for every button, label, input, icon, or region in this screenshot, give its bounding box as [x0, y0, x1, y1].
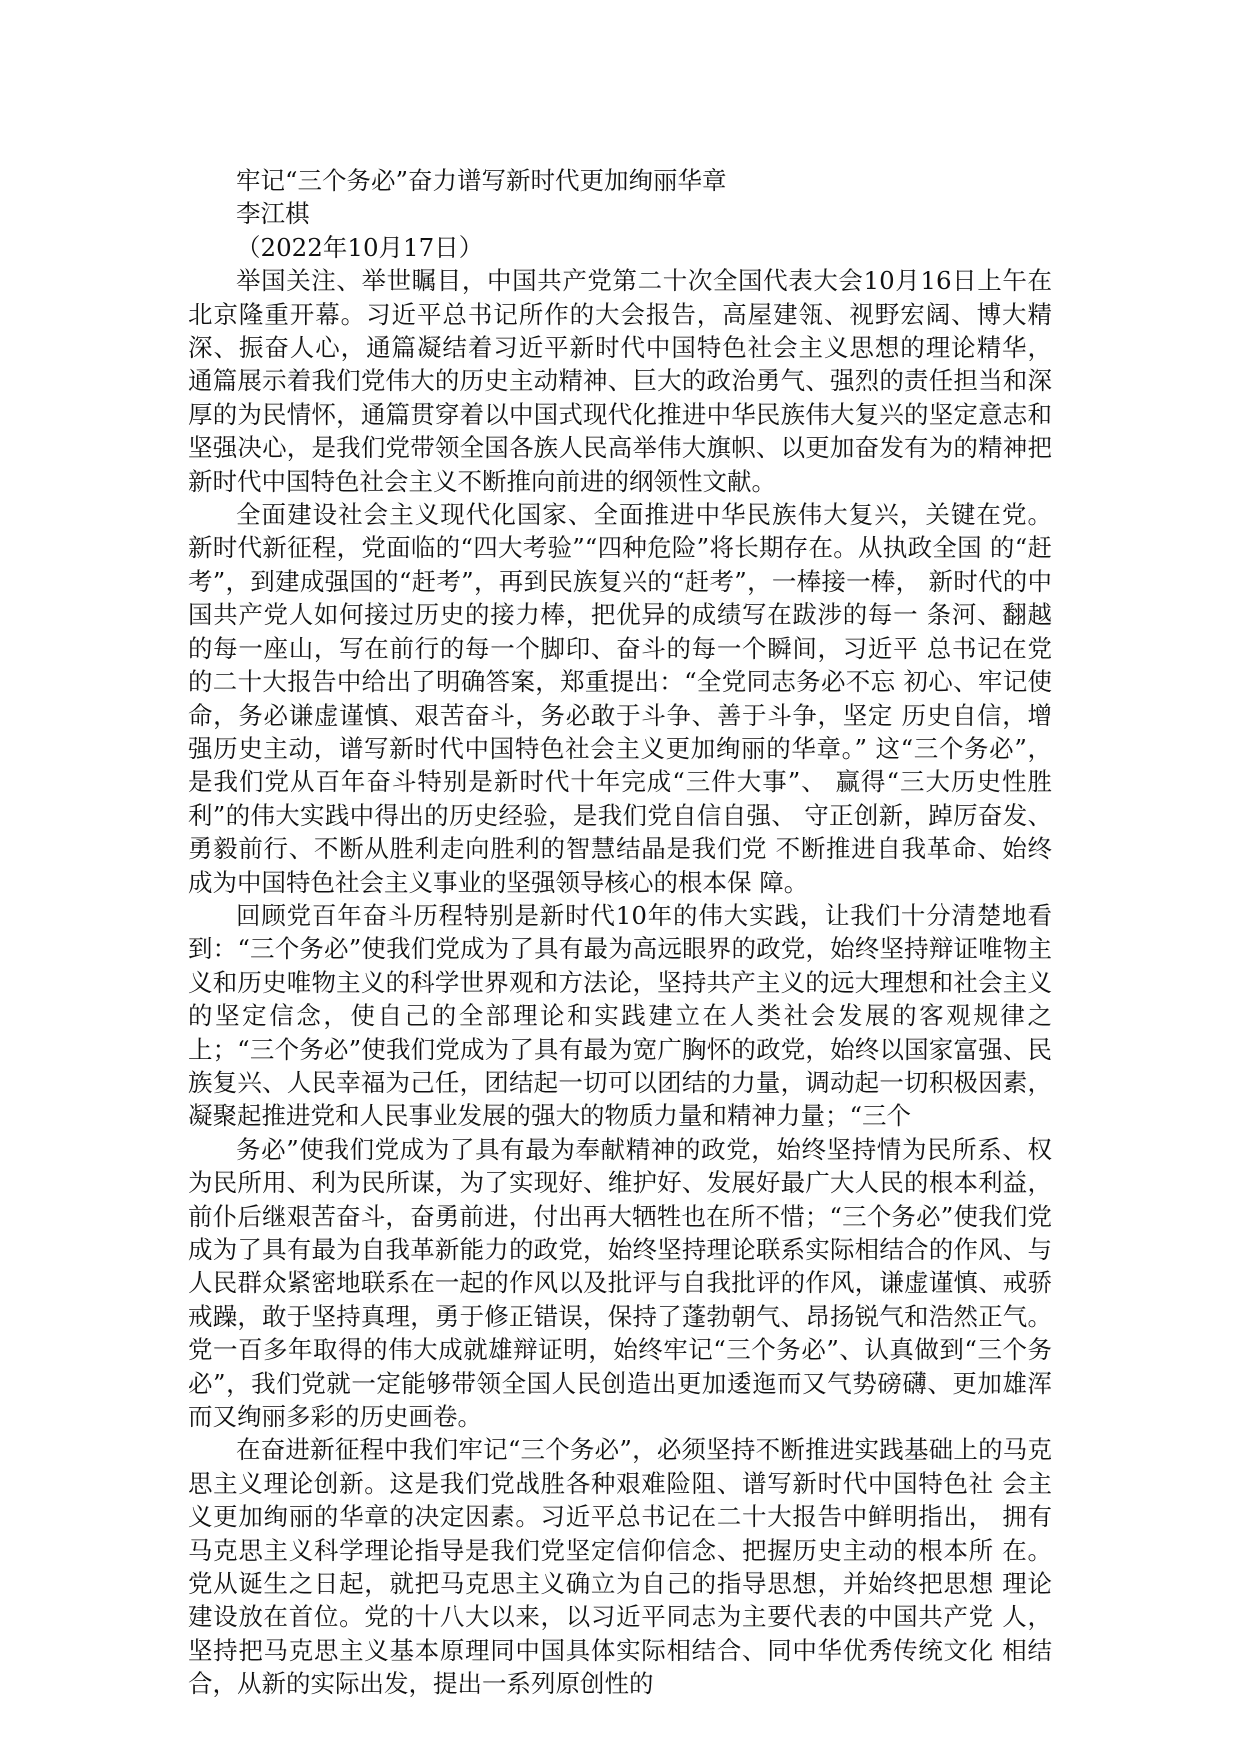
paragraph-3: 回顾党百年奋斗历程特别是新时代10年的伟大实践，让我们十分清楚地看到：“三个务必”使我们党成为了具有最为高远眼界的政党，始终坚持辩证唯物主义和历史唯物主义的科学世界观和方法论，坚持共产主义的远大理想和社会主义的坚定信念，使自己的全部理论和实践建立在人类社会发展的客观规律之上；“三个务必”使我们党成为了具有最为宽广胸怀的政党，始终以国家富强、民族复兴、人民幸福为己任，团结起一切可以团结的力量，调动起一切积极因素，凝聚起推进党和人民事业发展的强大的物质力量和精神力量；“三个 — [188, 900, 1052, 1131]
document-title: 牢记“三个务必”奋力谱写新时代更加绚丽华章 — [236, 166, 727, 195]
document-author: 李江棋 — [236, 199, 310, 229]
document-date: （2022年10月17日） — [236, 232, 484, 262]
paragraph-1: 举国关注、举世瞩目，中国共产党第二十次全国代表大会10月16日上午在北京隆重开幕。习近平总书记所作的大会报告，高屋建瓴、视野宏阔、博大精深、振奋人心，通篇凝结着习近平新时代中国特色社会主义思想的理论精华， 通篇展示着我们党伟大的历史主动精神、巨大的政治勇气、强烈的责任担当和深厚的为民情怀，通篇贯穿着以中国式现代化推进中华民族伟大复兴的坚定意志和坚强决心，是我们党带领全国各族人民高举伟大旗帜、以更加奋发有为的精神把新时代中国特色社会主义不断推向前进的纲领性文献。 — [188, 266, 1052, 496]
paragraph-5: 在奋进新征程中我们牢记“三个务必”，必须坚持不断推进实践基础上的马克思主义理论创新。这是我们党战胜各种艰难险阻、谱写新时代中国特色社 会主义更加绚丽的华章的决定因素。习近平总书记在二十大报告中鲜明指出， 拥有马克思主义科学理论指导是我们党坚定信仰信念、把握历史主动的根本所 在。党从诞生之日起，就把马克思主义确立为自己的指导思想，并始终把思想 理论建设放在首位。党的十八大以来，以习近平同志为主要代表的中国共产党 人，坚持把马克思主义基本原理同中国具体实际相结合、同中华优秀传统文化 相结合，从新的实际出发，提出一系列原创性的 — [188, 1435, 1052, 1699]
paragraph-2: 全面建设社会主义现代化国家、全面推进中华民族伟大复兴，关键在党。 新时代新征程，党面临的“四大考验”“四种危险”将长期存在。从执政全国 的“赶考”，到建成强国的“赶考”，再到民族复兴的“赶考”，一棒接一棒， 新时代的中国共产党人如何接过历史的接力棒，把优异的成绩写在跋涉的每一 条河、翻越的每一座山，写在前行的每一个脚印、奋斗的每一个瞬间，习近平 总书记在党的二十大报告中给出了明确答案，郑重提出：“全党同志务必不忘 初心、牢记使命，务必谦虚谨慎、艰苦奋斗，务必敢于斗争、善于斗争，坚定 历史自信，增强历史主动，谱写新时代中国特色社会主义更加绚丽的华章。” 这“三个务必”，是我们党从百年奋斗特别是新时代十年完成“三件大事”、 赢得“三大历史性胜利”的伟大实践中得出的历史经验，是我们党自信自强、 守正创新，踔厉奋发、勇毅前行、不断从胜利走向胜利的智慧结晶是我们党 不断推进自我革命、始终成为中国特色社会主义事业的坚强领导核心的根本保 障。 — [188, 500, 1052, 897]
paragraph-4: 务必”使我们党成为了具有最为奉献精神的政党，始终坚持情为民所系、权为民所用、利为民所谋，为了实现好、维护好、发展好最广大人民的根本利益， 前仆后继艰苦奋斗，奋勇前进，付出再大牺牲也在所不惜；“三个务必”使我们党成为了具有最为自我革新能力的政党，始终坚持理论联系实际相结合的作风、与人民群众紧密地联系在一起的作风以及批评与自我批评的作风，谦虚谨慎、戒骄戒躁，敢于坚持真理，勇于修正错误，保持了蓬勃朝气、昂扬锐气和浩然正气。党一百多年取得的伟大成就雄辩证明，始终牢记“三个务必”、认真做到“三个务必”，我们党就一定能够带领全国人民创造出更加逶迤而又气势磅礴、更加雄浑而又绚丽多彩的历史画卷。 — [188, 1134, 1052, 1432]
document-body — [188, 164, 1052, 1701]
